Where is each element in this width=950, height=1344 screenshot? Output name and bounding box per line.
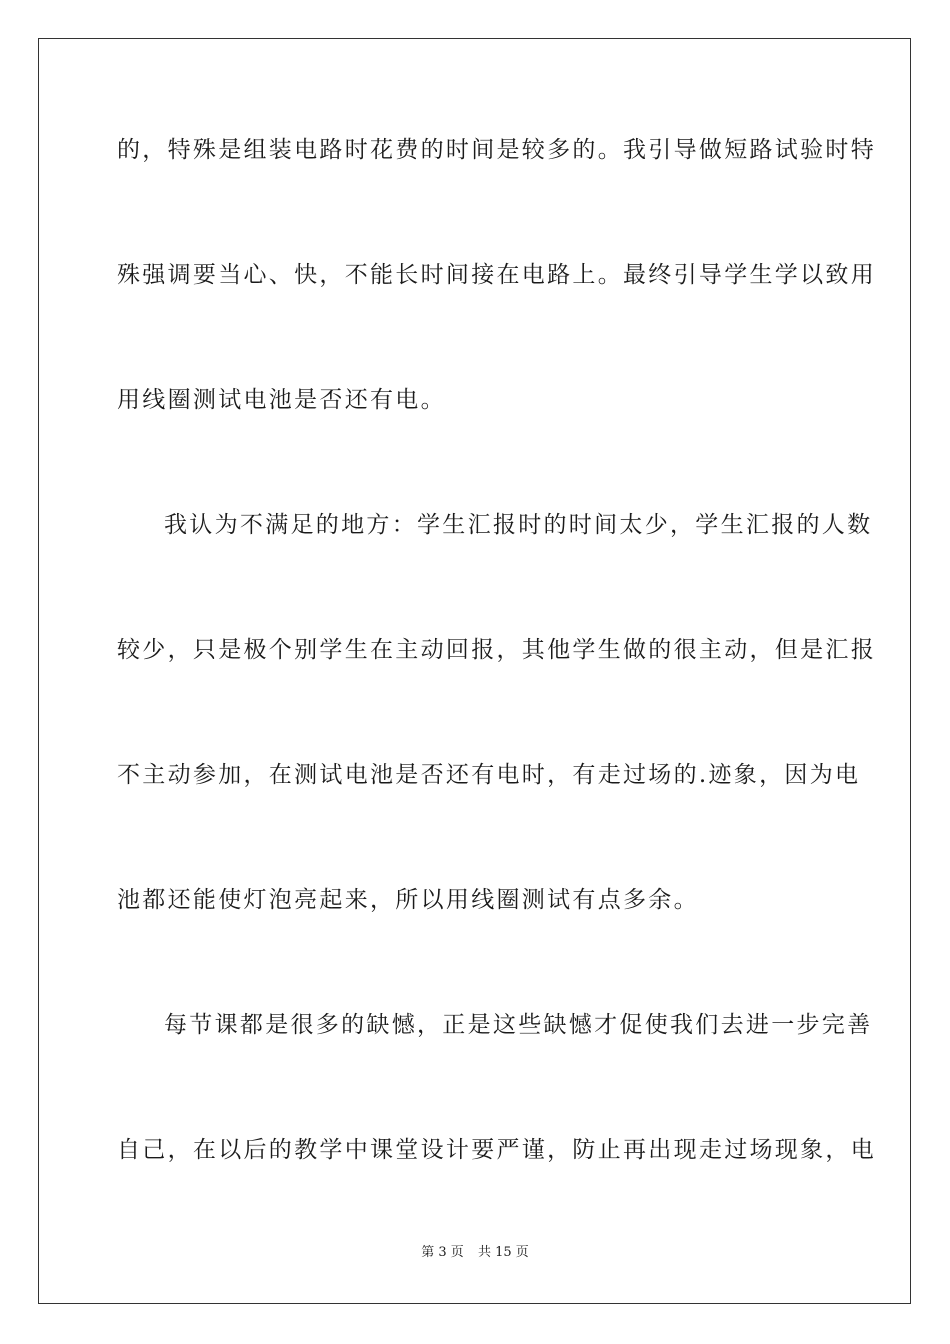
page-footer	[0, 1244, 950, 1262]
paragraph-line: 较少，只是极个别学生在主动回报，其他学生做的很主动，但是汇报	[117, 637, 876, 663]
paragraph-line: 自己，在以后的教学中课堂设计要严谨，防止再出现走过场现象，电	[117, 1137, 876, 1163]
paragraph-line: 用线圈测试电池是否还有电。	[117, 387, 446, 413]
paragraph-line: 殊强调要当心、快，不能长时间接在电路上。最终引导学生学以致用	[117, 262, 876, 288]
paragraph-line: 池都还能使灯泡亮起来，所以用线圈测试有点多余。	[117, 887, 699, 913]
paragraph-line: 的，特殊是组装电路时花费的时间是较多的。我引导做短路试验时特	[117, 137, 876, 163]
page-number: 第 3 页	[421, 1245, 464, 1260]
paragraph-line: 不主动参加，在测试电池是否还有电时，有走过场的.迹象，因为电	[117, 762, 861, 788]
paragraph-line: 每节课都是很多的缺憾，正是这些缺憾才促使我们去进一步完善	[164, 1012, 873, 1038]
paragraph-line: 我认为不满足的地方：学生汇报时的时间太少，学生汇报的人数	[164, 512, 873, 538]
page-total: 共 15 页	[477, 1245, 529, 1260]
page-border	[38, 38, 911, 1304]
